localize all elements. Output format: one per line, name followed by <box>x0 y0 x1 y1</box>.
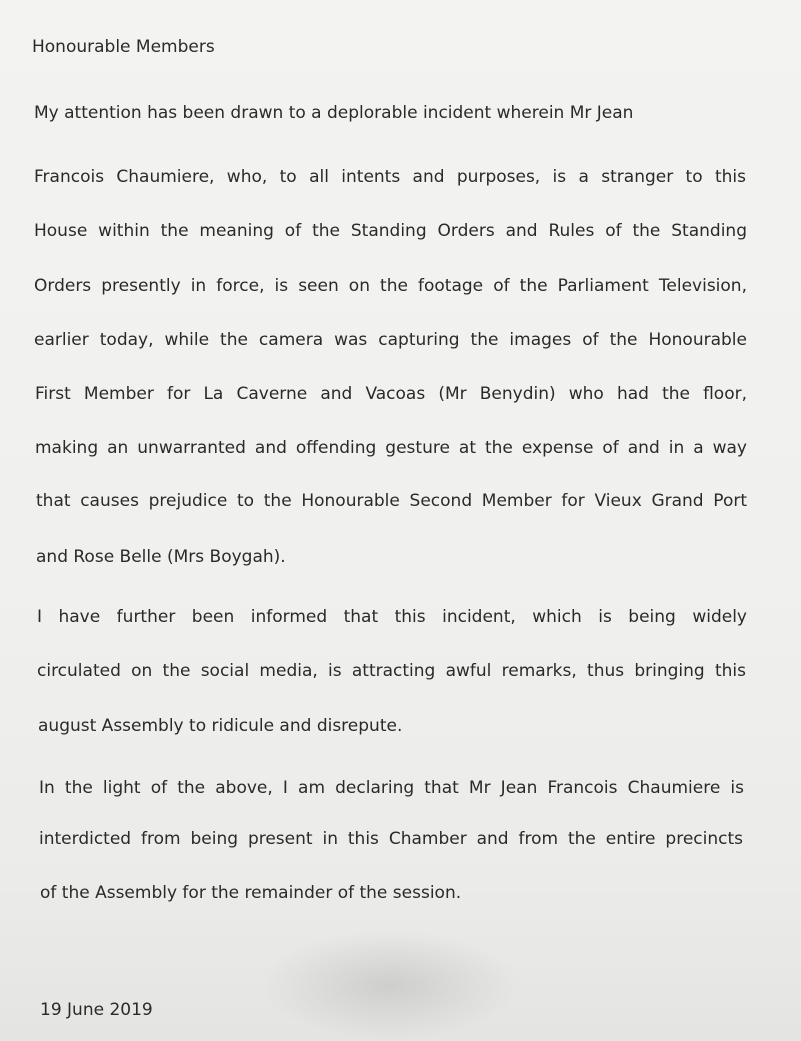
paragraph1-line7: making an unwarranted and offending gesture at the expense of and in a way <box>35 438 747 458</box>
paragraph1-line1: My attention has been drawn to a deplorable incident wherein Mr Jean <box>34 103 634 123</box>
paragraph1-line9: and Rose Belle (Mrs Boygah). <box>36 547 286 567</box>
paragraph1-line3: House within the meaning of the Standing Orders and Rules of the Standing <box>34 221 747 241</box>
paragraph1-line6: First Member for La Caverne and Vacoas (Mr Benydin) who had the floor, <box>35 384 747 404</box>
paragraph2-line1: I have further been informed that this incident, which is being widely <box>37 607 747 627</box>
paragraph1-line2: Francois Chaumiere, who, to all intents and purposes, is a stranger to this <box>34 167 746 187</box>
paragraph3-line3: of the Assembly for the remainder of the session. <box>40 883 462 903</box>
paragraph2-line3: august Assembly to ridicule and disrepute. <box>38 716 403 736</box>
paragraph1-line4: Orders presently in force, is seen on the footage of the Parliament Television, <box>34 276 747 296</box>
paragraph3-line2: interdicted from being present in this Chamber and from the entire precincts <box>39 829 743 849</box>
paragraph1-line5: earlier today, while the camera was capturing the images of the Honourable <box>34 330 747 350</box>
paragraph2-line2: circulated on the social media, is attracting awful remarks, thus bringing this <box>37 661 746 681</box>
paragraph3-line1: In the light of the above, I am declaring that Mr Jean Francois Chaumiere is <box>39 778 744 798</box>
paragraph1-line8: that causes prejudice to the Honourable Second Member for Vieux Grand Port <box>36 491 747 511</box>
page-shadow <box>260 930 520 1041</box>
document-date: 19 June 2019 <box>40 1000 153 1020</box>
salutation: Honourable Members <box>32 37 215 57</box>
